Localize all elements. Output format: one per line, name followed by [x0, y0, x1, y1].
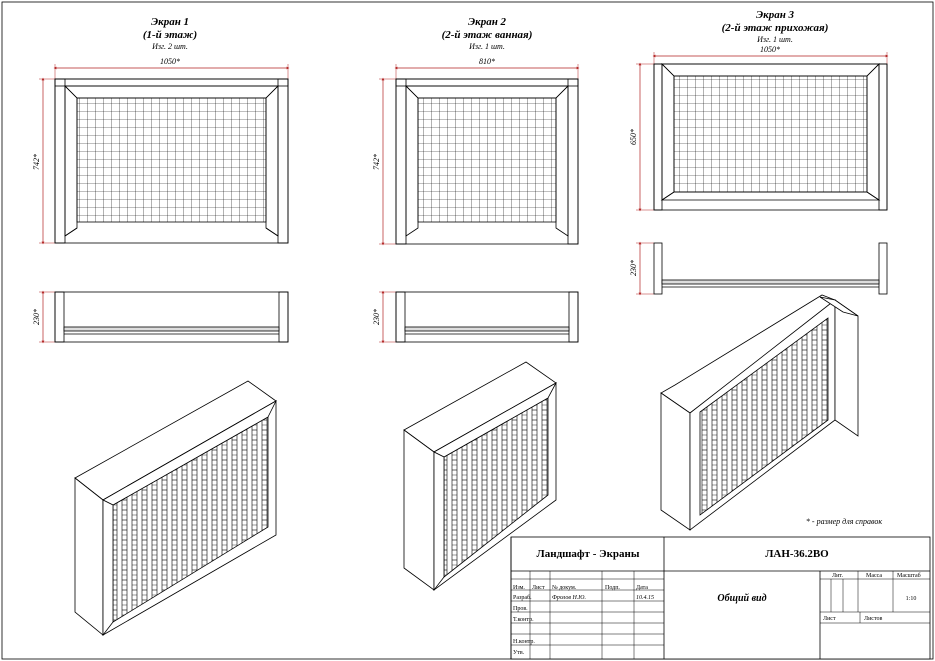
screen-1-subtitle: (1-й этаж): [142, 29, 198, 41]
screen-3-depth-dimension: [629, 243, 654, 294]
row-developer-name: Фролов Н.Ю.: [552, 595, 586, 601]
screen-3-subtitle: (2-й этаж прихожая): [721, 22, 829, 34]
screen-3-title: Экран 3: [755, 9, 795, 21]
screen-1-group: [32, 16, 288, 635]
screen-2-width-label: 810*: [479, 57, 495, 66]
screen-2-height-dimension: [372, 79, 396, 244]
screen-2-subtitle: (2-й этаж ванная): [441, 29, 533, 41]
screen-2-qty: Изг. 1 шт.: [469, 42, 505, 51]
drawing-code: ЛАН-36.2ВО: [765, 548, 829, 560]
screen-1-height-dimension: [32, 79, 55, 243]
reference-dimension-note: * - размер для справок: [805, 517, 883, 526]
screen-3-isometric-view: [661, 295, 858, 530]
screen-1-depth-label: 230*: [32, 309, 41, 325]
screen-1-front-view: [55, 79, 288, 243]
header-list: Лист: [532, 585, 545, 591]
row-developer-label: Разраб.: [513, 595, 532, 601]
project-name: Ландшафт - Экраны: [536, 548, 640, 560]
screen-3-qty: Изг. 1 шт.: [757, 35, 793, 44]
row-checker-label: Пров.: [513, 606, 528, 612]
screen-1-title: Экран 1: [150, 16, 190, 28]
row-tech-control-label: Т.контр.: [513, 617, 534, 623]
screen-1-qty: Изг. 2 шт.: [152, 42, 188, 51]
screen-3-width-label: 1050*: [760, 45, 780, 54]
screen-3-height-dimension: [629, 64, 654, 210]
screen-1-isometric-view: [75, 381, 276, 635]
screen-2-title: Экран 2: [467, 16, 507, 28]
header-sheet: Лист: [823, 616, 836, 622]
screen-2-group: [372, 16, 578, 590]
screen-1-height-label: 742*: [32, 154, 41, 170]
screen-3-height-label: 650*: [629, 129, 638, 145]
screen-2-front-view: [396, 79, 578, 244]
screen-2-width-dimension: [396, 57, 578, 80]
screen-2-depth-label: 230*: [372, 309, 381, 325]
row-norm-control-label: Н.контр.: [513, 639, 535, 645]
header-izm: Изм.: [513, 585, 525, 591]
header-mass: Масса: [866, 573, 883, 579]
screen-3-width-dimension: [654, 45, 887, 66]
screen-3-top-view: [654, 243, 887, 294]
screen-1-top-view: [55, 292, 288, 342]
scale-value: 1:10: [905, 596, 917, 602]
header-scale: Масштаб: [897, 573, 921, 579]
screen-1-depth-dimension: [32, 292, 55, 342]
screen-3-depth-label: 230*: [629, 260, 638, 276]
header-litera: Лит.: [832, 573, 843, 579]
header-signature: Подп.: [605, 585, 620, 591]
screen-3-front-view: [654, 64, 887, 210]
header-date: Дата: [636, 585, 648, 591]
header-sheets: Листов: [864, 616, 883, 622]
screen-1-width-dimension: [55, 57, 288, 80]
screen-1-width-label: 1050*: [160, 57, 180, 66]
screen-3-group: [629, 9, 887, 530]
screen-2-top-view: [396, 292, 578, 342]
row-approved-label: Утв.: [513, 650, 525, 656]
sheet-name: Общий вид: [717, 593, 767, 604]
screen-2-height-label: 742*: [372, 154, 381, 170]
screen-2-depth-dimension: [372, 292, 396, 342]
header-doc-number: № докум.: [552, 585, 577, 591]
row-developer-date: 10.4.15: [636, 595, 654, 601]
